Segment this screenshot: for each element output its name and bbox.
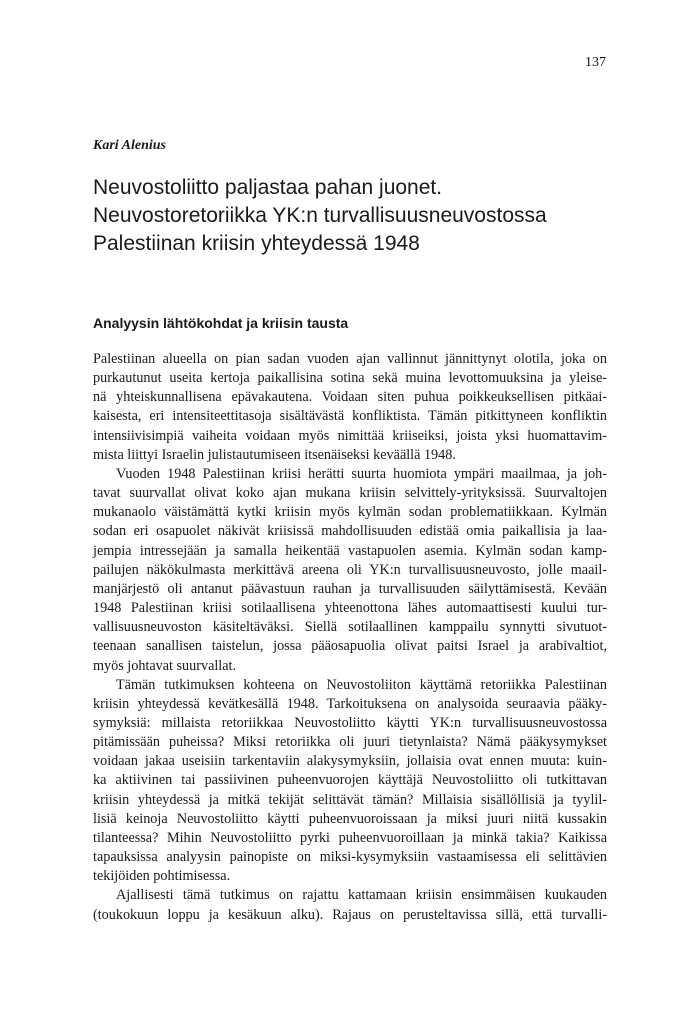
- text-line: vallisuusneuvoston käsiteltäväksi. Siellä sotilaallinen kamppailu synnytti sivutuot-: [93, 619, 607, 636]
- text-line: mista liittyi Israelin julistautumiseen itsenäiseksi keväällä 1948.: [93, 446, 456, 463]
- text-line: Tämän tutkimuksen kohteena on Neuvostoliiton käyttämä retoriikka Palestiinan: [116, 676, 607, 693]
- text-line: jempia intressejään ja samalla heikentää vastapuolen asemia. Kylmän sodan kamp-: [93, 542, 607, 559]
- body-text: [93, 350, 607, 925]
- text-line: kaisesta, eri intensiteettitasoja sisältävästä konfliktista. Tämän pitkittyneen konfliktin: [93, 408, 607, 425]
- text-line: Vuoden 1948 Palestiinan kriisi herätti suurta huomiota ympäri maailmaa, ja joh-: [116, 465, 607, 482]
- paragraph: [93, 676, 607, 887]
- text-line: tilanteessa? Mihin Neuvostoliitto pyrki puheenvuoroillaan ja minkä takia? Kaikissa: [93, 829, 607, 846]
- text-line: intensiivisimpiä vaiheita voidaan myös nimittää kriiseiksi, joista yksi huomattavim-: [93, 427, 607, 444]
- title-line: Neuvostoretoriikka YK:n turvallisuusneuvostossa: [93, 204, 547, 227]
- text-line: kriisin yhteydessä ja mitkä tekijät selittävät tämän? Millaisia sisällöllisiä ja tyylil-: [93, 791, 607, 808]
- text-line: symyksiä: millaista retoriikkaa Neuvostoliitto käytti YK:n turvallisuusneuvostossa: [93, 714, 607, 731]
- author-name: Kari Alenius: [93, 138, 167, 153]
- text-line: ka aktiivinen tai passiivinen puheenvuorojen käyttäjä Neuvostoliitto oli tutkittavan: [93, 772, 607, 789]
- text-line: tavat suurvallat olivat koko ajan mukana kriisin selvittely-yrityksissä. Suurvaltojen: [93, 485, 607, 502]
- text-line: voidaan jakaa useisiin tarkentaviin alakysymyksiin, jollaisia ovat ennen muuta: kuin-: [93, 753, 607, 770]
- text-line: purkautunut useita kertoja paikallisina sotina sekä muina levottomuuksina ja yleise-: [93, 370, 607, 387]
- paragraph: [93, 465, 607, 676]
- text-line: teenaan sanallisen taistelun, jossa pääosapuolia olivat paitsi Israel ja arabivaltiot,: [93, 638, 607, 655]
- text-line: manjärjestö oli antanut päävastuun rauhan ja turvallisuuden säilyttämisestä. Kevään: [93, 580, 607, 597]
- article-title: [93, 174, 613, 258]
- text-line: 1948 Palestiinan kriisi sotilaallisena yhteenottona lähes automaattisesti kuului tur-: [93, 600, 607, 617]
- paragraph: [93, 350, 607, 465]
- text-line: tapauksissa analyysin painopiste on miksi-kysymyksiin vastaamisessa eli selittävien: [93, 849, 607, 866]
- text-line: mukanaolo väistämättä kytki kriisin myös kylmän sodan problematiikkaan. Kylmän: [93, 504, 607, 521]
- text-line: sodan eri osapuolet näkivät kriisissä mahdollisuuden edistää omia paikallisia ja laa-: [93, 523, 607, 540]
- text-line: nä yhteiskunnallisena epävakautena. Voidaan siten puhua poikkeuksellisen pitkäai-: [93, 389, 607, 406]
- text-line: pailujen näkökulmasta merkittävä areena oli YK:n turvallisuusneuvosto, jolle maail-: [93, 561, 607, 578]
- text-line: (toukokuun loppu ja kesäkuun alku). Rajaus on perusteltavissa sillä, että turvalli-: [93, 906, 607, 923]
- text-line: lisiä keinoja Neuvostoliitto käytti puheenvuoroissaan ja miksi juuri niitä kussakin: [93, 810, 607, 827]
- page-number: 137: [585, 55, 606, 70]
- text-line: myös johtavat suurvallat.: [93, 657, 237, 674]
- section-heading: Analyysin lähtökohdat ja kriisin tausta: [93, 315, 349, 331]
- text-line: Ajallisesti tämä tutkimus on rajattu kattamaan kriisin ensimmäisen kuukauden: [116, 887, 607, 904]
- title-line: Palestiinan kriisin yhteydessä 1948: [93, 232, 420, 255]
- text-line: kriisin yhteydessä kevätkesällä 1948. Tarkoituksena on analysoida seuraavia pääky-: [93, 695, 607, 712]
- paragraph: [93, 886, 607, 924]
- text-line: tekijöiden pohtimisessa.: [93, 868, 231, 885]
- text-line: pitämissään puheissa? Miksi retoriikka oli juuri tietynlaista? Nämä pääkysymykset: [93, 734, 607, 751]
- text-line: Palestiinan alueella on pian sadan vuoden ajan vallinnut jännittynyt olotila, joka on: [93, 351, 607, 367]
- title-line: Neuvostoliitto paljastaa pahan juonet.: [93, 176, 443, 199]
